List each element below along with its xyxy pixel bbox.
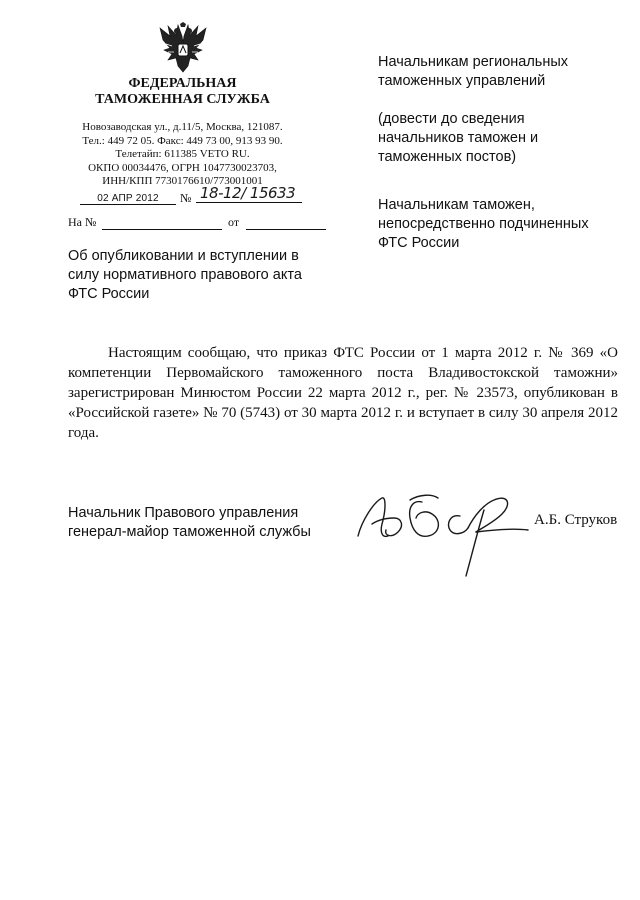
ref-label: На № — [68, 215, 97, 229]
signatory-title-line: генерал-майор таможенной службы — [68, 524, 311, 540]
addressee-block — [378, 53, 618, 91]
org-name — [40, 76, 325, 108]
addressee-line: непосредственно подчиненных — [378, 216, 589, 232]
from-label: от — [228, 215, 240, 229]
address-line: Тел.: 449 72 05. Факс: 449 73 00, 913 93 90. — [82, 134, 283, 147]
address-line: ОКПО 00034476, ОГРН 1047730023703, — [88, 161, 277, 174]
addressee-line: ФТС России — [378, 235, 460, 251]
addressee-block — [378, 196, 618, 253]
addressee-line: таможенных управлений — [378, 73, 546, 89]
document-subject — [68, 247, 318, 304]
org-name-line1: ФЕДЕРАЛЬНАЯ — [128, 76, 237, 91]
registration-number: 18-12/ 15633 — [196, 184, 302, 203]
subject-line: силу нормативного правового акта — [68, 267, 302, 283]
reference-line — [68, 214, 338, 234]
letter-body: Настоящим сообщаю, что приказ ФТС России от 1 марта 2012 г. № 369 «О компетенции Первомайского таможенного поста Владивостокской таможни» зарегистрирован Минюстом России 22 марта 2012 г., рег. № 23573, опубликован в «Российской газете» № 70 (5743) от 30 марта 2012 г. и вступает в силу 30 апреля 2012 года. — [68, 345, 618, 441]
signatory-name: А.Б. Струков — [534, 512, 618, 528]
address-line: Новозаводская ул., д.11/5, Москва, 121087. — [82, 121, 283, 133]
registration-line — [68, 184, 338, 210]
addressee-line: (довести до сведения — [378, 111, 525, 127]
from-date-field — [246, 229, 326, 230]
addressee-line: Начальникам таможен, — [378, 197, 535, 213]
addressee-line: таможенных постов) — [378, 149, 517, 165]
signatory-title — [68, 504, 328, 542]
address-line: ИНН/КПП 7730176610/773001001 — [102, 175, 263, 187]
org-address — [40, 121, 325, 189]
ref-number-field — [102, 229, 222, 230]
registration-date: 02 АПР 2012 — [80, 193, 176, 205]
addressee-line: Начальникам региональных — [378, 54, 569, 70]
handwritten-signature-icon — [352, 480, 532, 580]
address-line: Телетайп: 611385 VETO RU. — [115, 148, 250, 160]
addressee-line: начальников таможен и — [378, 130, 539, 146]
number-label: № — [180, 191, 192, 205]
subject-line: ФТС России — [68, 286, 150, 302]
addressee-note — [378, 110, 618, 167]
signatory-title-line: Начальник Правового управления — [68, 505, 299, 521]
subject-line: Об опубликовании и вступлении в — [68, 248, 299, 264]
org-name-line2: ТАМОЖЕННАЯ СЛУЖБА — [95, 92, 270, 107]
coat-of-arms-icon — [158, 22, 208, 76]
